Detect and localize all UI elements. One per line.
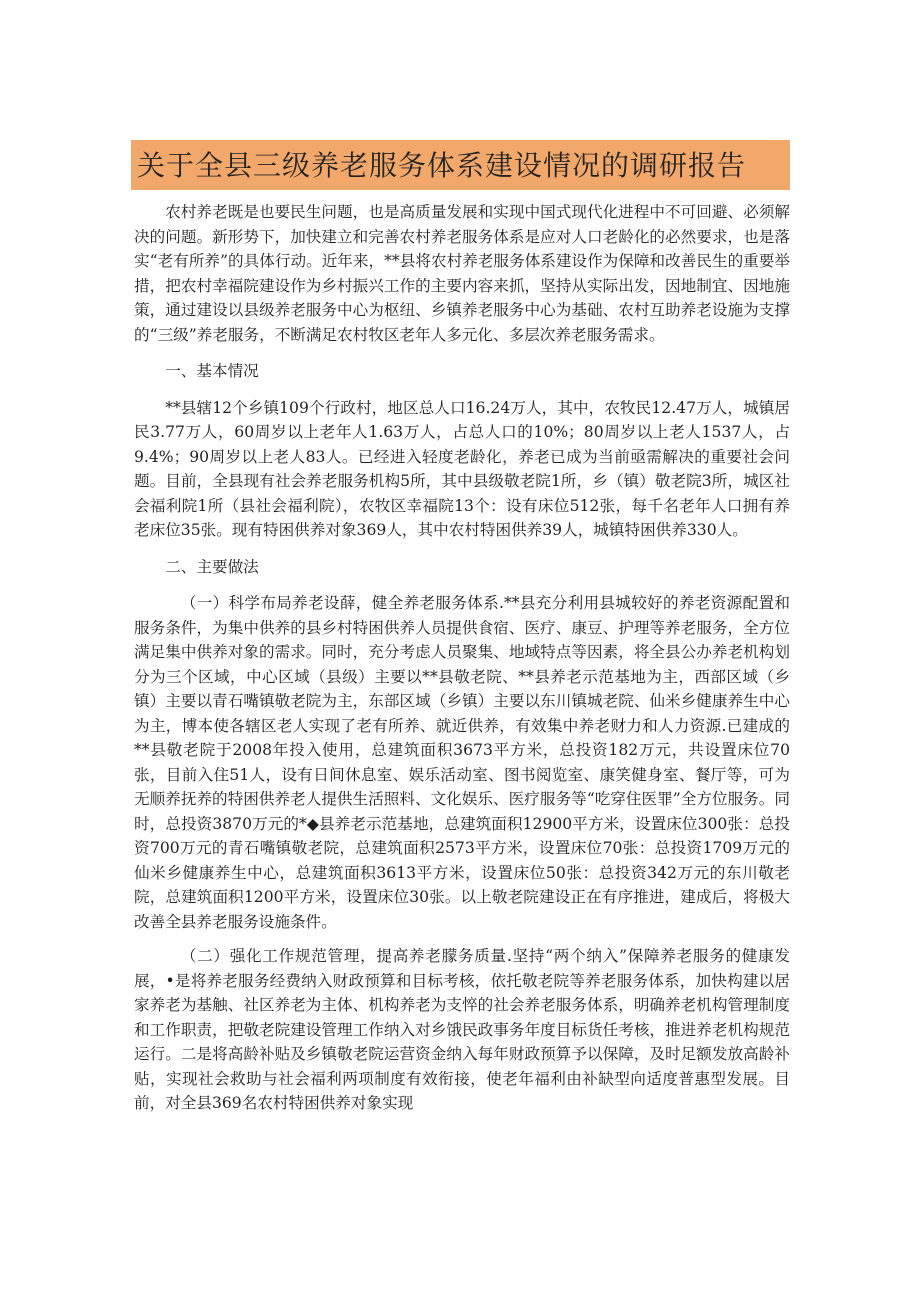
intro-paragraph: 农村养老既是也要民生问题，也是高质量发展和实现中国式现代化进程中不可回避、必须解决的问题。新形势下，加快建立和完善农村养老服务体系是应对人口老龄化的必然要求，也是落实“老有所养”的具体行动。近年来，**县将农村养老服务体系建设作为保障和改善民生的重要举措，把农村幸福院建设作为乡村振兴工作的主要内容来抓，坚持从实际出发，因地制宜、因地施策，通过建设以县级养老服务中心为枢纽、乡镇养老服务中心为基础、农村互助养老设施为支撑的“三级”养老服务，不断满足农村牧区老年人多元化、多层次养老服务需求。 [134,203,790,344]
practices-paragraph-2: （二）强化工作规范管理，提高养老朦务质量.坚持“两个纳入”保障养老服务的健康发展，•是将养老服务经费纳入财政预算和目标考核，依托敬老院等养老服务体系，加快构建以居家养老为基触、社区养老为主体、机构养老为支悴的社会养老服务体系，明确养老机构管理制度和工作职责，把敬老院建设管理工作纳入对乡饿民政事务年度目标货任考核，推进养老机构规范运行。二是将高龄补贴及乡镇敬老院运营资金纳入每年财政预算予以保障，及时足额发放高龄补贴，实现社会救助与社会福利两项制度有效衔接，使老年福利由补缺型向适度普惠型发展。目前，对全县369名农村特困供养对象实现 [134,947,790,1112]
title-banner [131,140,790,190]
document-title: 关于全县三级养老服务体系建设情况的调研报告 [137,149,747,182]
document-body [134,200,790,1116]
section-heading-practices: 二、主要做法 [165,557,259,576]
section-basic-paragraph: **县辖12个乡镇109个行政村，地区总人口16.24万人，其中，农牧民12.47万人，城镇居民3.77万人，60周岁以上老年人1.63万人，占总人口的10%；80周岁以上老人1537人，占9.4%；90周岁以上老人83人。已经进入轻度老龄化，养老已成为当前亟需解决的重要社会问题。目前，全县现有社会养老服务机构5所，其中县级敬老院1所，乡（镇）敬老院3所，城区社会福利院1所（县社会福利院），农牧区幸福院13个：设有床位512张，每千名老年人口拥有养老床位35张。现有特困供养对象369人，其中农村特困供养39人，城镇特困供养330人。 [134,398,790,539]
practices-paragraph-1: （一）科学布局养老设薛，健全养老服务体系.**县充分利用县城较好的养老资源配置和服务条件，为集中供养的县乡村特困供养人员提供食宿、医疗、康豆、护理等养老服务，全方位满足集中供养对象的需求。同时，充分考虑人员聚集、地域特点等因素，将全县公办养老机构划分为三个区域，中心区域（县级）主要以**县敬老院、**县养老示范基地为主，西部区域（乡镇）主要以青石嘴镇敬老院为主，东部区域（乡镇）主要以东川镇城老院、仙米乡健康养生中心为主，博本使各辖区老人实现了老有所养、就近供养，有效集中养老财力和人力资源.已建成的**县敬老院于2008年投入使用，总建筑面积3673平方米，总投资182万元，共设置床位70张，目前入住51人，设有日间休息室、娱乐活动室、图书阅览室、康笑健身室、餐厅等，可为无顺养抚养的特困供养老人提供生活照料、文化娱乐、医疗服务等“吃穿住医罪”全方位服务。同时，总投资3870万元的*◆县养老示范基地，总建筑面积12900平方米，设置床位300张：总投资700万元的青石嘴镇敬老院，总建筑面积2573平方米，设置床位70张：总投资1709万元的仙米乡健康养生中心，总建筑面积3613平方米，设置床位50张：总投资342万元的东川敬老院，总建筑面积1200平方米，设置床位30张。以上敬老院建设正在有序推进，建成后，将极大改善全县养老服务设施条件。 [134,594,790,931]
section-heading-basic: 一、基本情况 [165,362,259,380]
